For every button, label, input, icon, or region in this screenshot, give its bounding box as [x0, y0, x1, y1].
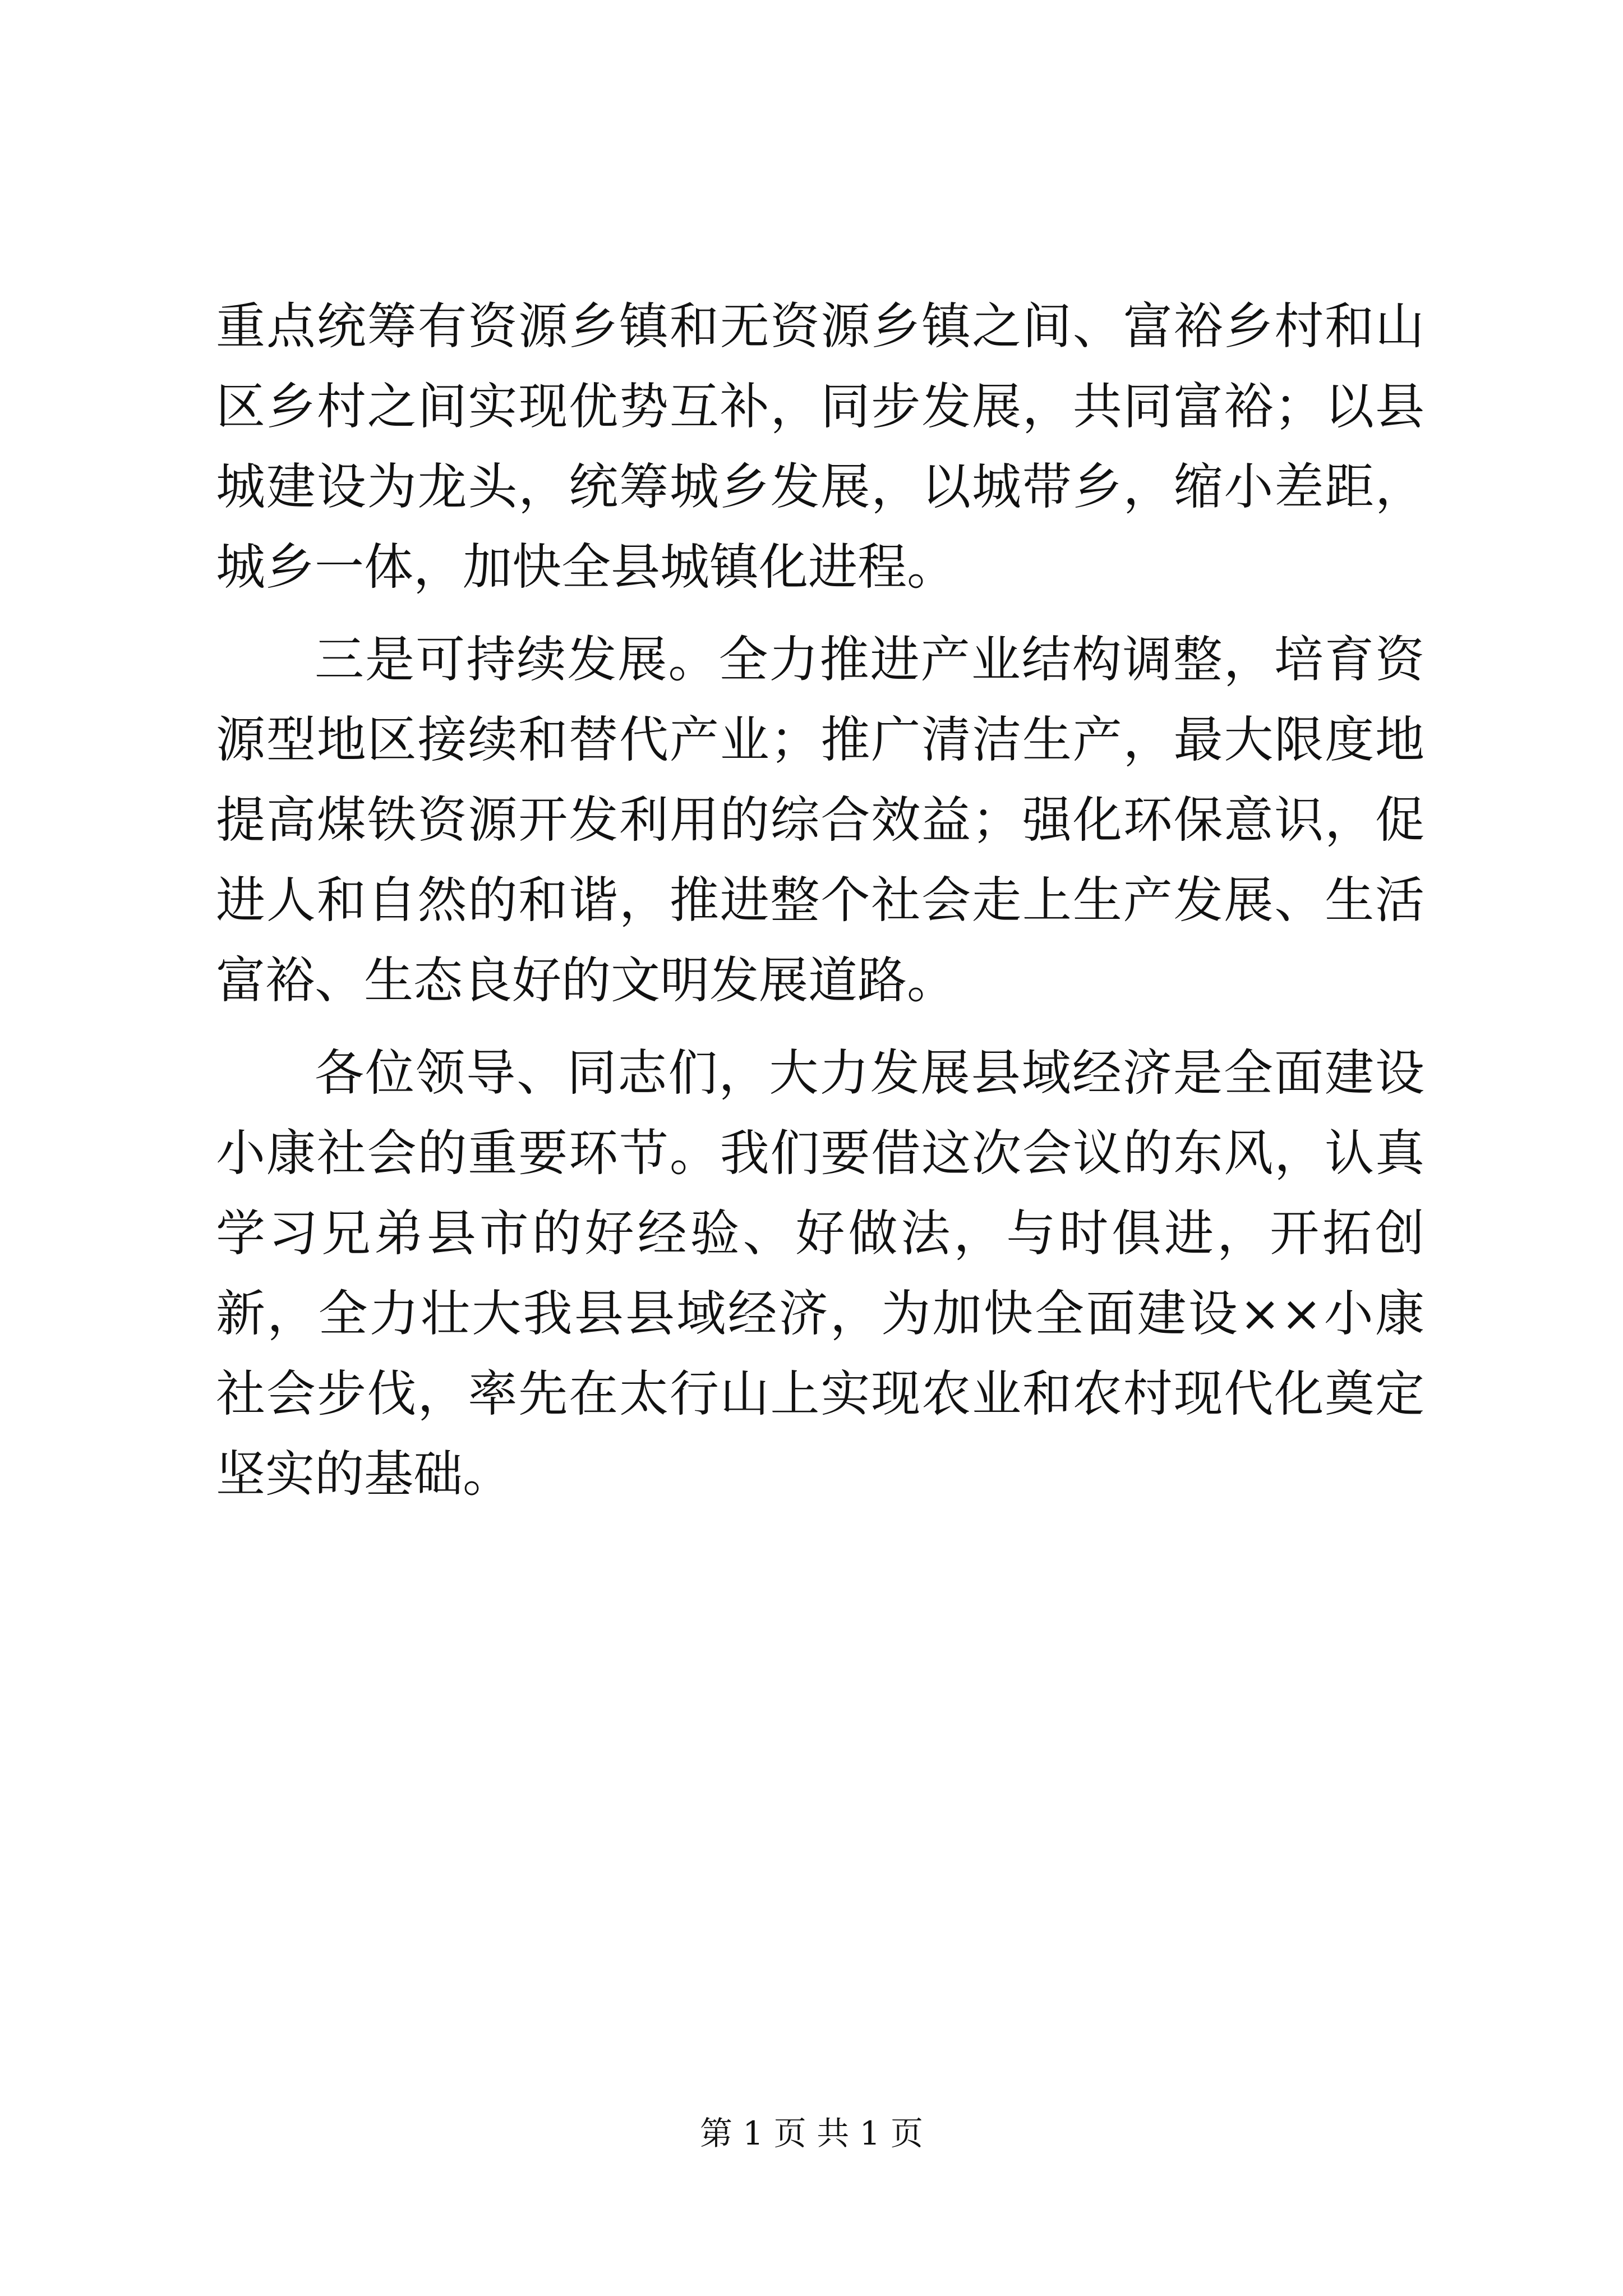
document-body	[216, 286, 1424, 1514]
page-footer: 第 1 页 共 1 页	[700, 2114, 923, 2152]
paragraph-2: 三是可持续发展。全力推进产业结构调整，培育资源型地区接续和替代产业；推广清洁生产，最大限度地提高煤铁资源开发利用的综合效益；强化环保意识，促进人和自然的和谐，推进整个社会走上生产发展、生活富裕、生态良好的文明发展道路。	[216, 631, 1424, 1009]
paragraph-3: 各位领导、同志们，大力发展县域经济是全面建设小康社会的重要环节。我们要借这次会议的东风，认真学习兄弟县市的好经验、好做法，与时俱进，开拓创新，全力壮大我县县域经济，为加快全面建设××小康社会步伐，率先在太行山上实现农业和农村现代化奠定坚实的基础。	[216, 1044, 1424, 1503]
paragraph-1: 重点统筹有资源乡镇和无资源乡镇之间、富裕乡村和山区乡村之间实现优势互补，同步发展，共同富裕；以县城建设为龙头，统筹城乡发展，以城带乡，缩小差距，城乡一体，加快全县城镇化进程。	[216, 297, 1424, 596]
